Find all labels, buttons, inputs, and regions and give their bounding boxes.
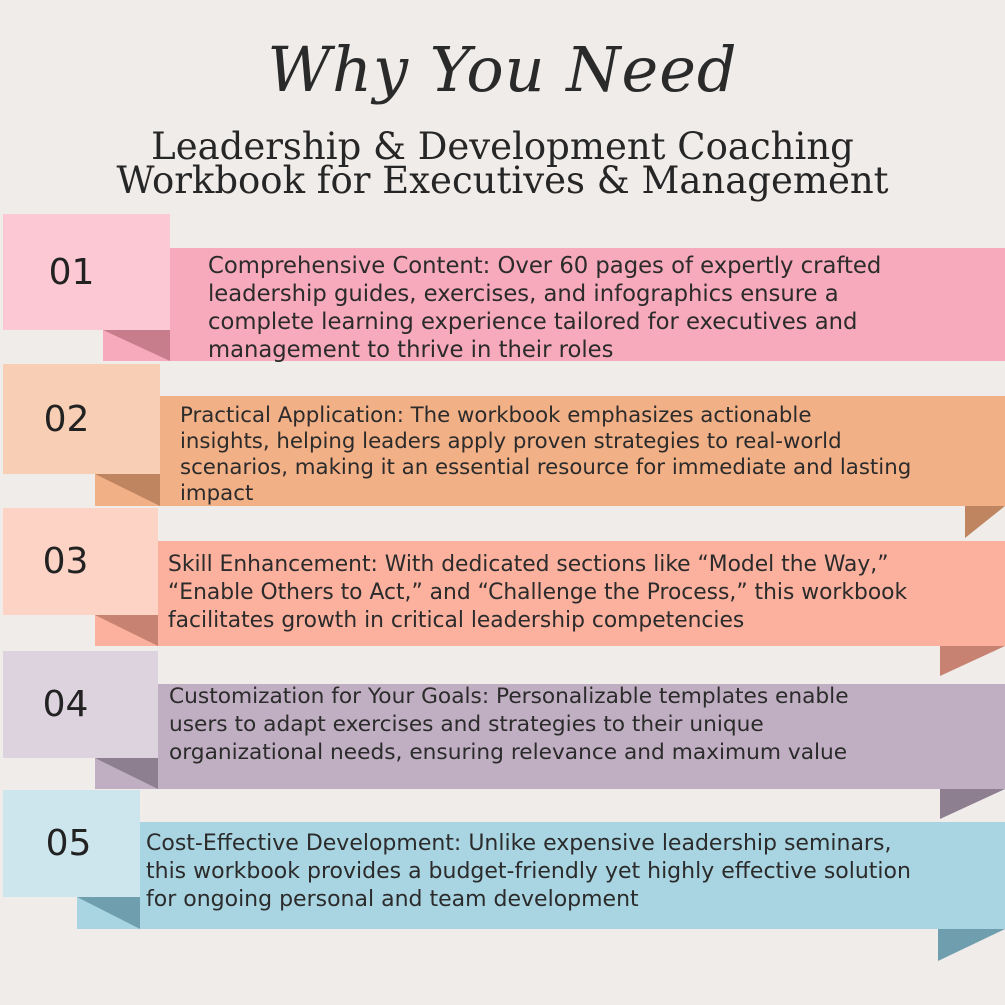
item-text-line: Practical Application: The workbook emphasizes actionable <box>180 403 812 428</box>
number-tab <box>3 651 158 758</box>
ribbon-fold-right <box>940 789 1005 819</box>
ribbon-fold-right <box>965 506 1005 538</box>
ribbon-fold-left <box>95 615 158 646</box>
item-text-line: for ongoing personal and team development <box>146 887 639 912</box>
ribbon-fold-left <box>95 474 160 506</box>
item-text-line: this workbook provides a budget-friendly yet highly effective solution <box>146 859 911 884</box>
item-number: 03 <box>42 541 89 582</box>
item-text-line: Skill Enhancement: With dedicated sections like “Model the Way,” <box>168 552 889 577</box>
subtitle-line-2: Workbook for Executives & Management <box>116 159 889 202</box>
number-tab <box>3 790 140 897</box>
item-number: 02 <box>43 398 90 440</box>
item-text <box>146 830 911 914</box>
item-number: 05 <box>45 823 92 864</box>
item-text <box>168 551 907 635</box>
item-text-line: insights, helping leaders apply proven strategies to real-world <box>180 429 842 454</box>
number-tab <box>3 508 158 615</box>
item-text-line: complete learning experience tailored for executives and <box>208 309 858 335</box>
item-text <box>169 683 849 767</box>
item-text-line: users to adapt exercises and strategies to their unique <box>169 712 764 737</box>
number-tab <box>3 214 170 330</box>
item-text-line: leadership guides, exercises, and infographics ensure a <box>208 281 839 307</box>
ribbon-fold-right <box>938 929 1005 961</box>
ribbon-fold-left <box>95 758 158 789</box>
item-text-line: organizational needs, ensuring relevance and maximum value <box>169 740 848 765</box>
item-text-line: management to thrive in their roles <box>208 337 614 363</box>
item-number: 04 <box>42 684 89 725</box>
item-text-line: scenarios, making it an essential resource for immediate and lasting <box>180 455 912 480</box>
item-text <box>180 403 911 507</box>
ribbon-fold-left <box>77 897 140 929</box>
item-text-line: “Enable Others to Act,” and “Challenge the Process,” this workbook <box>168 580 908 605</box>
item-text <box>208 252 881 364</box>
subtitle-line-1: Leadership & Development Coaching <box>151 125 854 168</box>
item-text-line: Comprehensive Content: Over 60 pages of expertly crafted <box>208 253 882 279</box>
ribbon-fold-left <box>103 330 170 361</box>
item-text-line: Cost-Effective Development: Unlike expensive leadership seminars, <box>146 831 892 856</box>
item-text-line: Customization for Your Goals: Personalizable templates enable <box>169 684 849 709</box>
script-title: Why You Need <box>267 33 738 106</box>
item-number: 01 <box>48 251 95 293</box>
ribbon-fold-right <box>940 646 1005 676</box>
number-tab <box>3 364 160 474</box>
item-text-line: impact <box>180 481 254 506</box>
item-text-line: facilitates growth in critical leadership competencies <box>168 608 745 633</box>
